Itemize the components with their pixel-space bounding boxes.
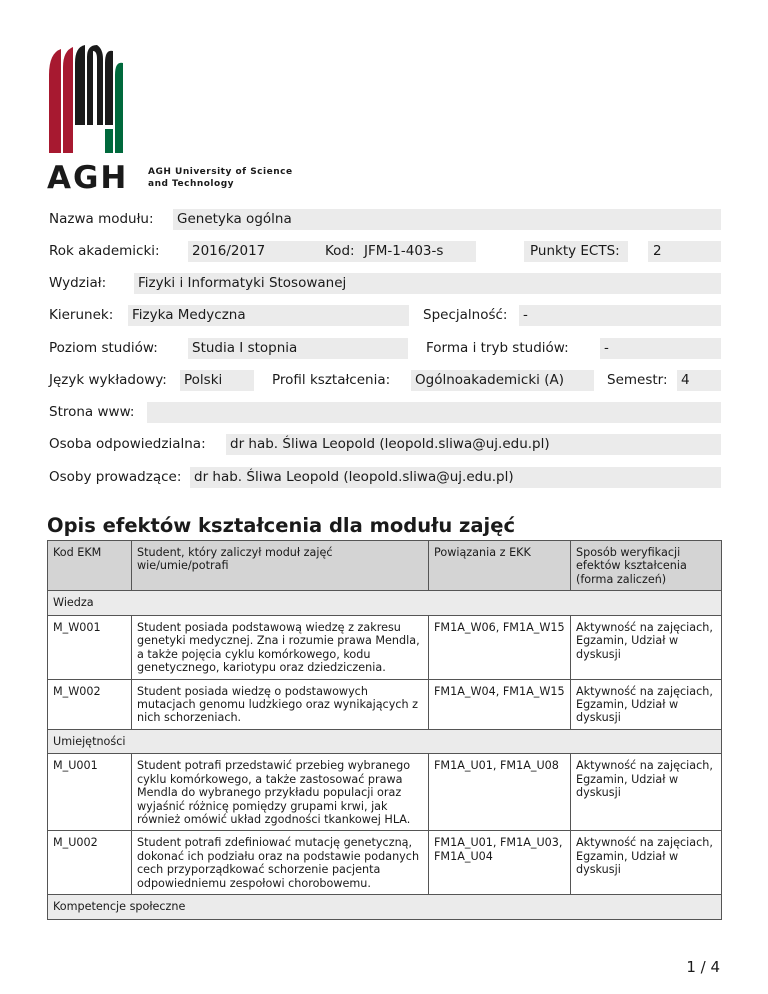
prowadzace-label: Osoby prowadzące: [49,469,182,485]
row-ekk: FM1A_W06, FM1A_W15 [429,615,571,679]
www-value [147,402,721,423]
row-desc: Student potrafi zdefiniować mutację genetyczną, dokonać ich podziału oraz na podstawie podanych cech przyporządkować schorzenie pacjenta odpowiedniemu zespołowi chorobowemu. [132,831,429,895]
modul-value: Genetyka ogólna [173,209,721,230]
row-desc: Student posiada wiedzę o podstawowych mutacjach genomu ludzkiego oraz wynikających z nich schorzeniach. [132,679,429,729]
group-row [48,729,722,753]
prowadzace-value: dr hab. Śliwa Leopold (leopold.sliwa@uj.edu.pl) [190,467,721,488]
row-method: Aktywność na zajęciach, Egzamin, Udział w dyskusji [571,831,722,895]
group-label: Kompetencje społeczne [48,895,722,919]
row-desc: Student posiada podstawową wiedzę z zakresu genetyki medycznej. Zna i rozumie prawa Mendla, a także pojęcia cyklu komórkowego, kodu genetycznego, kariotypu oraz dziedziczenia. [132,615,429,679]
header-student: Student, który zaliczył moduł zajęć wie/umie/potrafi [132,541,429,591]
row-ekk: FM1A_U01, FM1A_U03, FM1A_U04 [429,831,571,895]
table-row [48,831,722,895]
poziom-value: Studia I stopnia [188,338,408,359]
group-row [48,591,722,615]
ects-label: Punkty ECTS: [530,243,620,259]
header-kod: Kod EKM [48,541,132,591]
row-method: Aktywność na zajęciach, Egzamin, Udział w dyskusji [571,615,722,679]
header-weryfikacja: Sposób weryfikacji efektów kształcenia (forma zaliczeń) [571,541,722,591]
rok-value: 2016/2017 [192,243,266,259]
kierunek-label: Kierunek: [49,307,114,323]
odpowiedzialna-value: dr hab. Śliwa Leopold (leopold.sliwa@uj.edu.pl) [226,434,721,455]
group-label: Wiedza [48,591,722,615]
profil-value: Ogólnoakademicki (A) [411,370,594,391]
specjalnosc-label: Specjalność: [423,307,508,323]
group-row [48,895,722,919]
forma-value: - [600,338,721,359]
row-code: M_U002 [48,831,132,895]
poziom-label: Poziom studiów: [49,340,158,356]
row-method: Aktywność na zajęciach, Egzamin, Udział w dyskusji [571,754,722,831]
kod-value: JFM-1-403-s [364,243,444,259]
table-header-row [48,541,722,591]
jezyk-label: Język wykładowy: [49,372,167,388]
header-ekk: Powiązania z EKK [429,541,571,591]
odpowiedzialna-label: Osoba odpowiedzialna: [49,436,206,452]
modul-label: Nazwa modułu: [49,211,154,227]
semestr-value: 4 [677,370,721,391]
www-label: Strona www: [49,404,135,420]
agh-logo-mark [47,45,127,153]
profil-label: Profil kształcenia: [272,372,391,388]
wydzial-value: Fizyki i Informatyki Stosowanej [134,273,721,294]
semestr-label: Semestr: [607,372,668,388]
table-row [48,615,722,679]
ekm-table [47,540,722,920]
row-method: Aktywność na zajęciach, Egzamin, Udział w dyskusji [571,679,722,729]
rok-label: Rok akademicki: [49,243,160,259]
row-ekk: FM1A_W04, FM1A_W15 [429,679,571,729]
row-desc: Student potrafi przedstawić przebieg wybranego cyklu komórkowego, a także zastosować prawa Mendla do wybranego przykładu populacji oraz wyjaśnić różnicę pomiędzy grupami krwi, jak również omówić układ zgodności tkankowej HLA. [132,754,429,831]
logo-line-2: and Technology [148,179,235,189]
kierunek-value: Fizyka Medyczna [128,305,409,326]
group-label: Umiejętności [48,729,722,753]
logo-line-1: AGH University of Science [148,167,293,177]
gap [476,241,524,262]
section-title: Opis efektów kształcenia dla modułu zajęć [47,514,516,537]
forma-label: Forma i tryb studiów: [426,340,569,356]
row-code: M_U001 [48,754,132,831]
ects-value: 2 [653,243,662,259]
table-row [48,679,722,729]
gap-2 [628,241,648,262]
jezyk-value: Polski [180,370,254,391]
table-row [48,754,722,831]
page-number: 1 / 4 [686,958,720,976]
row-ekk: FM1A_U01, FM1A_U08 [429,754,571,831]
specjalnosc-value: - [519,305,721,326]
wydzial-label: Wydział: [49,275,107,291]
row-code: M_W001 [48,615,132,679]
kod-label: Kod: [325,243,355,259]
row-code: M_W002 [48,679,132,729]
logo-acronym: AGH [47,160,129,196]
